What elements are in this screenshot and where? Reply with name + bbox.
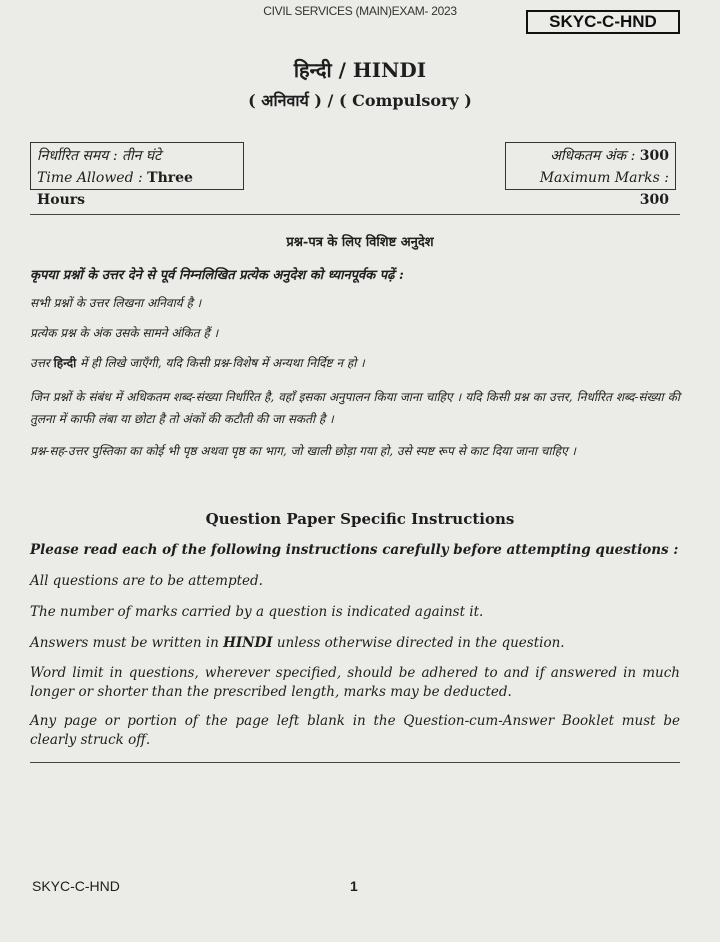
time-allowed-value: Three Hours [37, 170, 193, 208]
maximum-marks-value: 300 [639, 192, 669, 208]
paper-title: हिन्दी / HINDI [293, 58, 427, 82]
maximum-marks-box [505, 142, 676, 208]
maximum-marks-hindi [512, 145, 669, 167]
hindi-instruction-language [30, 352, 680, 374]
english-instruction-item: The number of marks carried by a question is indicated against it. [30, 604, 484, 620]
english-instruction-item: Word limit in questions, wherever specified, should be adhered to and if answered in much longer or shorter than the prescribed length, marks may be deducted. [30, 665, 680, 700]
english-instruction-item: All questions are to be attempted. [30, 573, 263, 589]
divider-top [30, 214, 680, 215]
hindi-instructions-heading: प्रश्न-पत्र के लिए विशिष्ट अनुदेश [286, 235, 434, 250]
page-number: 1 [350, 878, 358, 894]
paper-code-box: SKYC-C-HND [526, 10, 680, 34]
time-allowed-english [37, 167, 237, 211]
english-instructions-heading: Question Paper Specific Instructions [205, 510, 515, 528]
hindi-instruction-item: प्रश्न-सह-उत्तर पुस्तिका का कोई भी पृष्ठ अथवा पृष्ठ का भाग, जो खाली छोड़ा गया हो, उसे स्पष्ट रूप से काट दिया जाना चाहिए । [30, 444, 576, 458]
maximum-marks-hindi-label: अधिकतम अंक : [550, 148, 640, 164]
hindi-language-bold: हिन्दी [53, 356, 77, 370]
paper-subtitle: ( अनिवार्य ) / ( Compulsory ) [248, 91, 472, 110]
divider-bottom [30, 762, 680, 763]
hindi-instruction-item: जिन प्रश्नों के संबंध में अधिकतम शब्द-संख्या निर्धारित है, वहाँ इसका अनुपालन किया जाना चाहिए । यदि किसी प्रश्न का उत्तर, निर्धारित शब्द-संख्या की तुलना में काफी लंबा या छोटा है तो अंकों की कटौती की जा सकती है । [30, 390, 680, 426]
english-instruction-language [30, 634, 680, 653]
time-allowed-box [30, 142, 244, 208]
maximum-marks-english [512, 167, 669, 211]
hindi-instructions-lead: कृपया प्रश्नों के उत्तर देने से पूर्व निम्नलिखित प्रत्येक अनुदेश को ध्यानपूर्वक पढ़ें : [30, 268, 404, 283]
english-language-prefix: Answers must be written in [30, 635, 224, 651]
english-instruction-item: Any page or portion of the page left blank in the Question-cum-Answer Booklet must be clearly struck off. [30, 713, 680, 748]
footer-paper-code: SKYC-C-HND [32, 878, 120, 894]
english-instructions-lead: Please read each of the following instructions carefully before attempting questions : [30, 542, 679, 558]
hindi-instruction-item: प्रत्येक प्रश्न के अंक उसके सामने अंकित हैं । [30, 326, 219, 340]
english-language-bold: HINDI [223, 635, 273, 651]
maximum-marks-hindi-value: 300 [639, 148, 669, 164]
time-allowed-label: Time Allowed : [37, 170, 148, 186]
hindi-language-prefix: उत्तर [30, 356, 54, 370]
exam-header: CIVIL SERVICES (MAIN)EXAM- 2023 [263, 4, 457, 18]
maximum-marks-label: Maximum Marks : [539, 170, 669, 186]
hindi-language-suffix: में ही लिखे जाएँगी, यदि किसी प्रश्न-विशेष में अन्यथा निर्दिष्ट न हो । [76, 356, 365, 370]
hindi-instruction-item: सभी प्रश्नों के उत्तर लिखना अनिवार्य है । [30, 296, 202, 310]
time-allowed-hindi: निर्धारित समय : तीन घंटे [37, 148, 162, 164]
english-language-suffix: unless otherwise directed in the question. [272, 635, 565, 651]
